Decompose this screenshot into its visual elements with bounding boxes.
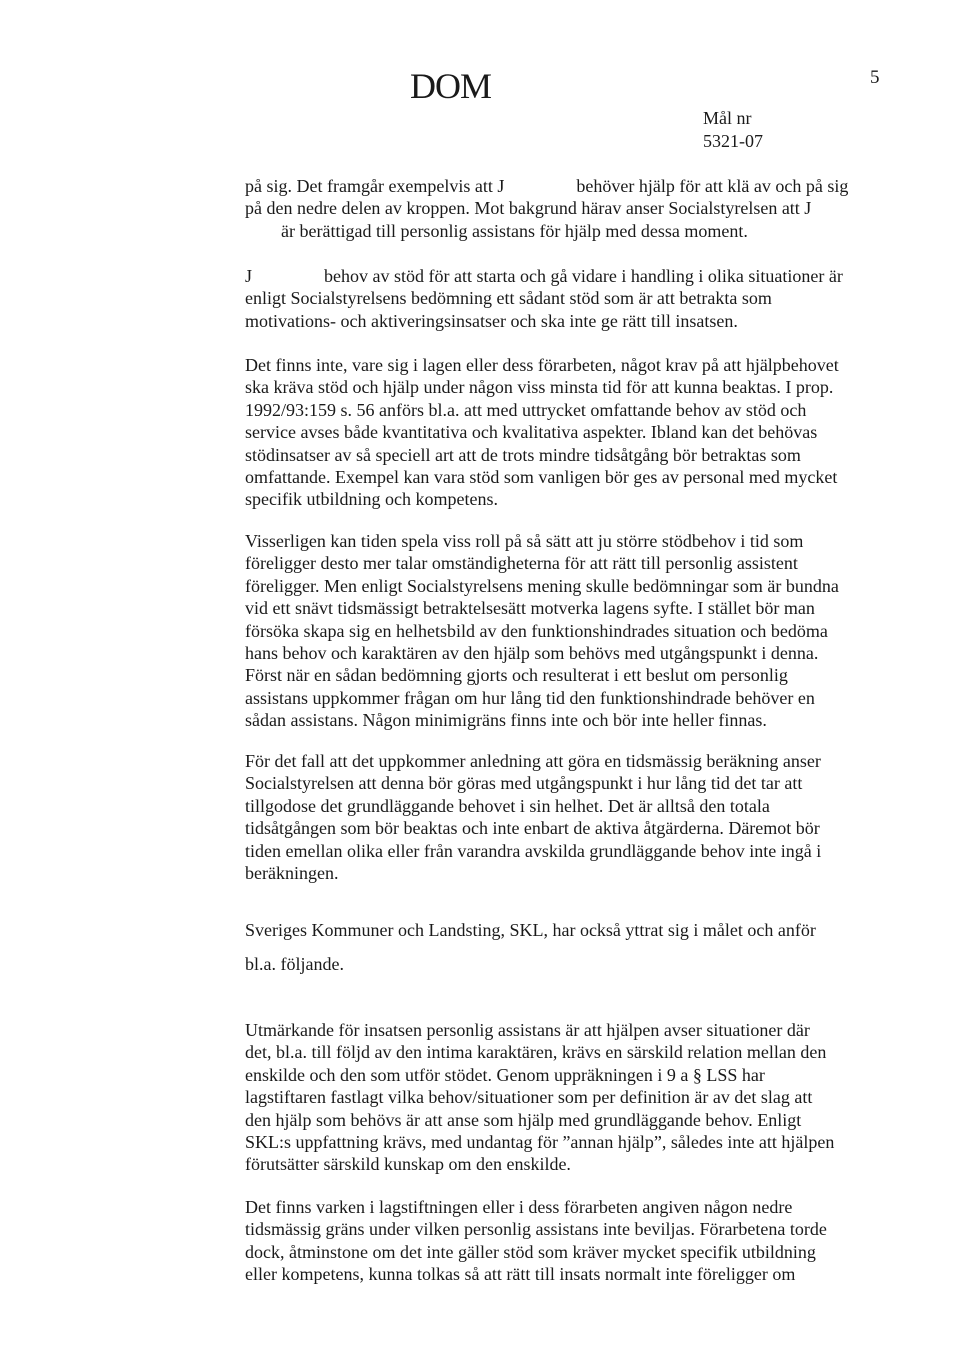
paragraph-line: motivations- och aktiveringsinsatser och ska inte ge rätt till insatsen.	[245, 310, 738, 331]
paragraph-line: föreligger desto mer talar omständigheterna för att rätt till personlig assistent	[245, 553, 798, 574]
paragraph-line: Utmärkande för insatsen personlig assistans är att hjälpen avser situationer där	[245, 1020, 810, 1040]
paragraph-8	[245, 1019, 885, 1176]
paragraph-line: Socialstyrelsen att denna bör göras med utgångspunkt i hur lång tid det tar att	[245, 773, 803, 794]
paragraph-line: tidsmässig gräns under vilken personlig assistans inte beviljas. Förarbetena torde	[245, 1219, 827, 1240]
paragraph-line: hans behov och karaktären av den hjälp som behövs med utgångspunkt i denna.	[245, 643, 819, 664]
paragraph-line: beräkningen.	[245, 863, 339, 884]
paragraph-line: Först när en sådan bedömning gjorts och resulterat i ett beslut om personlig	[245, 665, 788, 686]
paragraph-line: på sig. Det framgår exempelvis att J behöver hjälp för att klä av och på sig	[245, 176, 849, 196]
case-number-label: Mål nr	[703, 108, 752, 128]
case-number-value: 5321-07	[703, 131, 763, 151]
paragraph-line: lagstiftaren fastlagt vilka behov/situationer som per definition är av det slag att	[245, 1087, 813, 1108]
paragraph-line: sådan assistans. Någon minimigräns finns inte och bör inte heller finnas.	[245, 710, 767, 731]
paragraph-1	[245, 175, 885, 242]
paragraph-line: service avses både kvantitativa och kvalitativa aspekter. Ibland kan det behövas	[245, 422, 818, 443]
paragraph-line: enskilde och den som utför stödet. Genom uppräkningen i 9 a § LSS har	[245, 1064, 765, 1085]
paragraph-line: För det fall att det uppkommer anledning att göra en tidsmässig beräkning anser	[245, 751, 821, 771]
paragraph-line: förutsätter särskild kunskap om den enskilde.	[245, 1154, 571, 1175]
page-number: 5	[870, 67, 880, 88]
paragraph-line: enligt Socialstyrelsens bedömning ett sådant stöd som är att betrakta som	[245, 288, 772, 309]
paragraph-line: assistans uppkommer frågan om hur lång tid den funktionshindrade behöver en	[245, 687, 815, 708]
paragraph-line: den hjälp som behövs är att anse som hjälp med grundläggande behov. Enligt	[245, 1109, 802, 1130]
paragraph-line: omfattande. Exempel kan vara stöd som vanligen bör ges av personal med mycket	[245, 467, 838, 488]
paragraph-line: dock, åtminstone om det inte gäller stöd som kräver mycket specifik utbildning	[245, 1241, 816, 1262]
paragraph-line: 1992/93:159 s. 56 anförs bl.a. att med uttrycket omfattande behov av stöd och	[245, 399, 807, 420]
paragraph-line: på den nedre delen av kroppen. Mot bakgrund härav anser Socialstyrelsen att J	[245, 198, 812, 219]
paragraph-line: vid ett snävt tidsmässigt betraktelsesätt motverka lagens syfte. I stället bör man	[245, 598, 815, 619]
paragraph-line: tillgodose det grundläggande behovet i sin helhet. Det är alltså den totala	[245, 795, 770, 816]
paragraph-2	[245, 265, 885, 332]
paragraph-line: försöka skapa sig en helhetsbild av den funktionshindrades situation och bedöma	[245, 620, 828, 641]
paragraph-line: tidsåtgången som bör beaktas och inte enbart de aktiva åtgärderna. Däremot bör	[245, 818, 820, 839]
paragraph-line: stödinsatser av så speciell art att de trots mindre tidsåtgång bör betraktas som	[245, 444, 801, 465]
document-title: DOM	[410, 66, 492, 106]
paragraph-line: J behov av stöd för att starta och gå vidare i handling i olika situationer är	[245, 266, 843, 286]
paragraph-line: specifik utbildning och kompetens.	[245, 489, 498, 510]
paragraph-line: Sveriges Kommuner och Landsting, SKL, har också yttrat sig i målet och anför	[245, 920, 816, 940]
paragraph-line: eller kompetens, kunna tolkas så att rätt till insats normalt inte föreligger om	[245, 1264, 796, 1285]
case-number-block	[703, 107, 763, 153]
paragraph-line: SKL:s uppfattning krävs, med undantag för ”annan hjälp”, således inte att hjälpen	[245, 1132, 835, 1153]
paragraph-line: föreligger. Men enligt Socialstyrelsens mening skulle bedömningar som är bundna	[245, 575, 839, 596]
paragraph-6	[245, 919, 885, 941]
paragraph-line: Visserligen kan tiden spela viss roll på så sätt att ju större stödbehov i tid som	[245, 531, 804, 551]
paragraph-line: tiden emellan olika eller från varandra avskilda grundläggande behov inte ingå i	[245, 840, 822, 861]
paragraph-4	[245, 530, 885, 732]
paragraph-line: Det finns varken i lagstiftningen eller i dess förarbeten angiven någon nedre	[245, 1197, 793, 1217]
paragraph-7	[245, 953, 885, 975]
paragraph-line: ska kräva stöd och hjälp under någon viss minsta tid för att kunna beaktas. I prop.	[245, 377, 834, 398]
paragraph-9	[245, 1196, 885, 1286]
paragraph-5	[245, 750, 885, 884]
paragraph-line: det, bl.a. till följd av den intima karaktären, krävs en särskild relation mellan den	[245, 1042, 827, 1063]
paragraph-line: Det finns inte, vare sig i lagen eller dess förarbeten, något krav på att hjälpbehovet	[245, 355, 839, 375]
paragraph-line: är berättigad till personlig assistans för hjälp med dessa moment.	[281, 220, 748, 241]
paragraph-3	[245, 354, 885, 511]
paragraph-line: bl.a. följande.	[245, 954, 344, 974]
